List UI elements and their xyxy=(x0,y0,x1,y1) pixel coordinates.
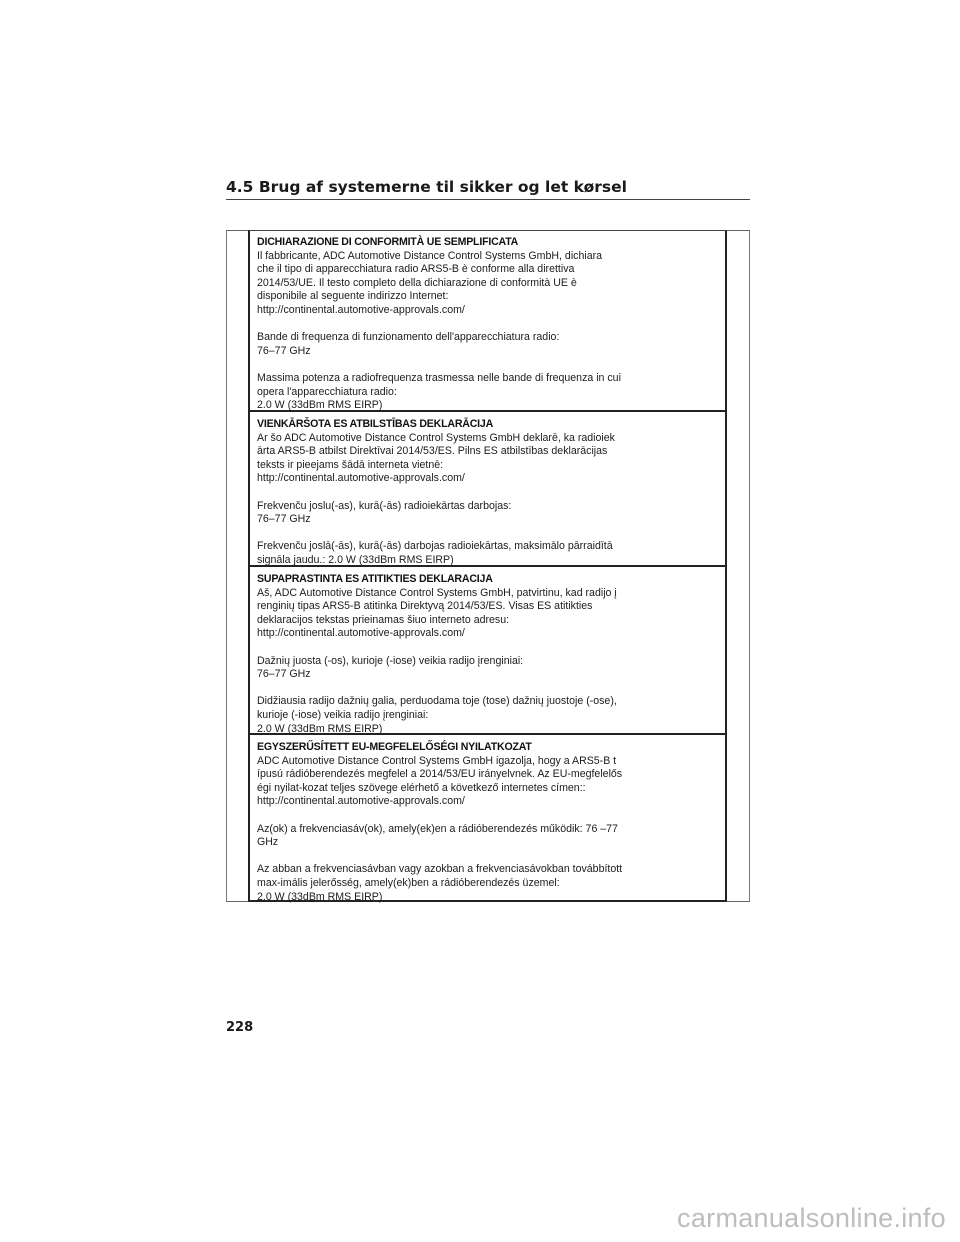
section-title: 4.5 Brug af systemerne til sikker og let kørsel xyxy=(226,178,627,196)
title-rule xyxy=(226,199,750,200)
frequency-band-text: Dažnių juosta (-os), kurioje (-iose) veikia radijo įrenginiai: 76–77 GHz xyxy=(257,654,524,681)
max-power-text: Frekvenču joslā(-ās), kurā(-ās) darbojas radioiekārtas, maksimālo pārraidītā signāla jaudu.: 2.0 W (33dBm RMS EIRP) xyxy=(257,540,613,566)
declaration-heading: VIENKĀRŠOTA ES ATBILSTĪBAS DEKLARĀCIJA xyxy=(257,418,494,430)
page-number: 228 xyxy=(226,1020,254,1035)
declaration-lithuanian xyxy=(250,565,725,736)
max-power-text: Massima potenza a radiofrequenza trasmessa nelle bande di frequenza in cui opera l'apparecchiatura radio: 2.0 W (33dBm RMS EIRP) xyxy=(257,371,621,412)
declaration-italian xyxy=(250,236,725,413)
frequency-band-text: Az(ok) a frekvenciasáv(ok), amely(ek)en a rádióberendezés működik: 76 –77 GHz xyxy=(257,822,618,849)
declaration-text: Ar šo ADC Automotive Distance Control Systems GmbH deklarē, ka radioiek ārta ARS5-B atbilst Direktīvai 2014/53/ES. Pilns ES atbilstības deklarācijas teksts ir pieejams šādā interneta vietnē: http://continental.automotive-approvals.com/ xyxy=(257,431,615,485)
declaration-heading: EGYSZERŰSÍTETT EU-MEGFELELŐSÉGI NYILATKOZAT xyxy=(257,741,532,753)
max-power-text: Az abban a frekvenciasávban vagy azokban a frekvenciasávokban továbbított max-imális jelerősség, amely(ek)ben a rádióberendezés üzemel: 2.0 W (33dBm RMS EIRP) xyxy=(257,863,623,903)
declaration-text: Aš, ADC Automotive Distance Control Systems GmbH, patvirtinu, kad radijo į renginių tipas ARS5-B atitinka Direktyvą 2014/53/ES. Visas ES atitikties deklaracijos tekstas prieinamas šiuo interneto adresu: http://continental.automotive-approvals.com/ xyxy=(257,586,617,640)
max-power-text: Didžiausia radijo dažnių galia, perduodama toje (tose) dažnių juostoje (-ose), kurioje (-iose) veikia radijo įrenginiai: 2.0 W (33dBm RMS EIRP) xyxy=(257,695,617,735)
declaration-text: Il fabbricante, ADC Automotive Distance Control Systems GmbH, dichiara che il tipo di apparecchiatura radio ARS5-B è conforme alla direttiva 2014/53/UE. Il testo completo della dichiarazione di conformità UE è disponibile al seguente indirizzo Internet: http://continental.automotive-approvals.com/ xyxy=(257,249,603,316)
frequency-band-text: Frekvenču joslu(-as), kurā(-ās) radioiekārtas darbojas: 76–77 GHz xyxy=(257,499,512,526)
declaration-text: ADC Automotive Distance Control Systems GmbH igazolja, hogy a ARS5-B t ípusú rádióberendezés megfelel a 2014/53/EU irányelvnek. Az EU-megfelelős égi nyilat-kozat teljes szövege elérhető a következő internetes címen:: http://continental.automotive-approvals.com/ xyxy=(257,754,623,808)
declaration-hungarian xyxy=(250,733,725,904)
declaration-heading: DICHIARAZIONE DI CONFORMITÀ UE SEMPLIFICATA xyxy=(257,236,519,248)
watermark: carmanualsonline.info xyxy=(677,1203,946,1233)
declaration-latvian xyxy=(250,410,725,568)
declaration-heading: SUPAPRASTINTA ES ATITIKTIES DEKLARACIJA xyxy=(257,573,493,585)
frequency-band-text: Bande di frequenza di funzionamento dell'apparecchiatura radio: 76–77 GHz xyxy=(257,331,560,357)
